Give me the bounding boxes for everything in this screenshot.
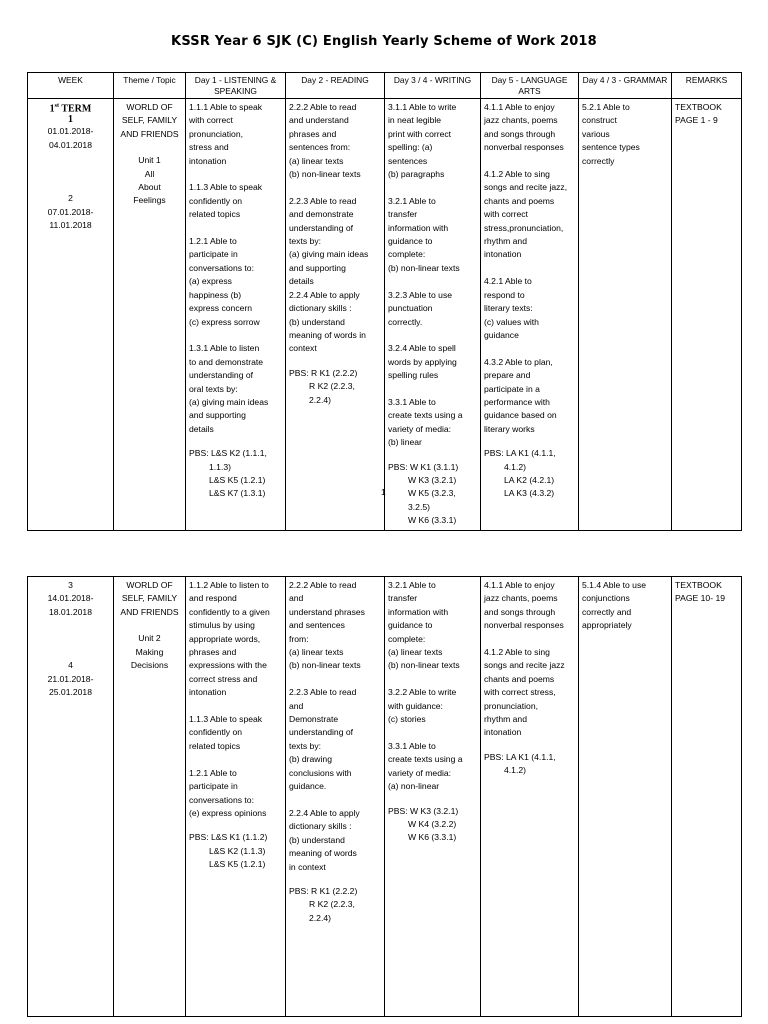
text-line: literary texts:: [484, 303, 533, 314]
text-line: and songs through: [484, 128, 556, 139]
text-line: 4.2.1 Able to: [484, 276, 532, 287]
pbs-line: L&S K5 (1.2.1): [209, 859, 266, 870]
pbs-line: R K2 (2.2.3,: [309, 899, 355, 910]
term-label: 1st TERM: [49, 103, 92, 115]
remarks-cell: [672, 577, 742, 1017]
text-line: 3.2.1 Able to: [388, 195, 436, 206]
pbs-line: PBS: LA K1 (4.1.1,: [484, 751, 556, 762]
text-line: (b) linear: [388, 437, 422, 448]
text-line: from:: [289, 633, 309, 644]
text-line: (a) linear texts: [289, 647, 344, 658]
text-line: with guidance:: [388, 700, 443, 711]
pbs-line: LA K2 (4.2.1): [504, 474, 555, 485]
week-dates: 01.01.2018- 04.01.2018: [47, 126, 94, 150]
text-line: participate in a: [484, 383, 540, 394]
text-line: and demonstrate: [289, 209, 354, 220]
week-number: 1: [68, 114, 73, 126]
text-line: complete:: [388, 633, 426, 644]
grammar-objectives: [582, 101, 668, 168]
text-line: (a) giving main ideas: [289, 249, 369, 260]
header-grammar: Day 4 / 3 - GRAMMAR: [579, 73, 672, 99]
text-line: with correct stress,: [484, 687, 556, 698]
text-line: nonverbal responses: [484, 620, 564, 631]
text-line: sentences: [388, 155, 428, 166]
pbs-line: R K2 (2.2.3,: [309, 381, 355, 392]
text-line: pronunciation,: [484, 700, 538, 711]
remarks-text: [675, 579, 738, 606]
text-line: PAGE 10- 19: [675, 593, 725, 604]
text-line: (b) non-linear texts: [289, 169, 361, 180]
text-line: [189, 222, 282, 235]
week-dates: 14.01.2018- 18.01.2018: [47, 593, 94, 617]
text-line: dictionary skills :: [289, 303, 352, 314]
text-line: intonation: [189, 687, 227, 698]
pbs-line: PBS: L&S K2 (1.1.1,: [189, 448, 267, 459]
text-line: jazz chants, poems: [484, 115, 558, 126]
text-line: 1.2.1 Able to: [189, 236, 237, 247]
pbs-line: L&S K2 (1.1.3): [209, 845, 266, 856]
text-line: (c) stories: [388, 714, 426, 725]
header-listening: Day 1 - LISTENING & SPEAKING: [186, 73, 286, 99]
text-line: (a) giving main ideas: [189, 396, 269, 407]
text-line: (c) values with: [484, 316, 539, 327]
text-line: correctly and: [582, 606, 632, 617]
text-line: spelling rules: [388, 370, 439, 381]
text-line: WORLD OF: [126, 102, 173, 112]
text-line: (a) linear texts: [289, 155, 344, 166]
text-line: create texts using a: [388, 410, 463, 421]
pbs-line: PBS: LA K1 (4.1.1,: [484, 448, 556, 459]
text-line: [189, 168, 282, 181]
table-row: [28, 577, 742, 1017]
pbs-line: PBS: R K1 (2.2.2): [289, 367, 358, 378]
text-line: [388, 673, 477, 686]
text-line: Feelings: [133, 195, 166, 206]
text-line: [289, 673, 381, 686]
writing-pbs: [388, 805, 477, 845]
text-line: conclusions with: [289, 767, 352, 778]
text-line: texts by:: [289, 740, 321, 751]
text-line: sentence types: [582, 142, 640, 153]
text-line: 4.3.2 Able to plan,: [484, 356, 553, 367]
text-line: appropriately: [582, 620, 632, 631]
text-line: correctly: [582, 155, 615, 166]
text-line: (e) express opinions: [189, 807, 267, 818]
text-line: understanding of: [289, 222, 354, 233]
text-line: 2.2.3 Able to read: [289, 687, 357, 698]
writing-pbs: [388, 461, 477, 528]
grammar-cell: [579, 577, 672, 1017]
text-line: phrases and: [289, 128, 337, 139]
week-cell: [28, 577, 114, 1017]
text-line: 4.1.2 Able to sing: [484, 169, 550, 180]
writing-objectives: [388, 101, 477, 450]
text-line: in neat legible: [388, 115, 442, 126]
text-line: 2.2.3 Able to read: [289, 195, 357, 206]
text-line: conversations to:: [189, 262, 254, 273]
text-line: rhythm and: [484, 236, 527, 247]
text-line: 4.1.2 Able to sing: [484, 647, 550, 658]
text-line: chants and poems: [484, 673, 555, 684]
text-line: texts by:: [289, 236, 321, 247]
text-line: Unit 1: [138, 155, 161, 166]
week-number: 4: [68, 660, 73, 671]
text-line: 3.2.4 Able to spell: [388, 343, 456, 354]
listening-pbs: [189, 831, 282, 871]
text-line: transfer: [388, 209, 418, 220]
pbs-line: PBS: W K3 (3.2.1): [388, 805, 459, 816]
text-line: 1.1.1 Able to speak: [189, 102, 263, 112]
reading-pbs: [289, 885, 381, 925]
text-line: [484, 633, 575, 646]
text-line: sentences from:: [289, 142, 351, 153]
pbs-line: LA K3 (4.3.2): [504, 488, 555, 499]
text-line: nonverbal responses: [484, 142, 564, 153]
text-line: participate in: [189, 249, 238, 260]
pbs-line: 2.2.4): [309, 912, 331, 923]
text-line: (b) drawing: [289, 754, 332, 765]
page-number: 1: [381, 487, 386, 497]
text-line: confidently on: [189, 727, 243, 738]
text-line: [388, 275, 477, 288]
reading-pbs: [289, 367, 381, 407]
text-line: [484, 342, 575, 355]
week-cell: [28, 99, 114, 531]
week-number: 3: [68, 580, 73, 590]
text-line: [484, 155, 575, 168]
text-line: confidently on: [189, 195, 243, 206]
text-line: respond to: [484, 289, 525, 300]
text-line: (b) understand: [289, 834, 345, 845]
week-dates: 07.01.2018- 11.01.2018: [47, 206, 94, 230]
text-line: AND FRIENDS: [120, 606, 179, 617]
text-line: 1.3.1 Able to listen: [189, 343, 260, 354]
text-line: intonation: [484, 727, 522, 738]
text-line: related topics: [189, 740, 241, 751]
text-line: 3.2.2 Able to write: [388, 687, 457, 698]
table-row: [28, 99, 742, 531]
text-line: [484, 262, 575, 275]
text-line: PAGE 1 - 9: [675, 115, 718, 126]
pbs-line: 1.1.3): [209, 461, 231, 472]
text-line: [189, 329, 282, 342]
grammar-objectives: [582, 579, 668, 633]
pbs-line: 2.2.4): [309, 394, 331, 405]
text-line: 1.2.1 Able to: [189, 767, 237, 778]
language-arts-pbs: [484, 751, 575, 778]
reading-objectives: [289, 579, 381, 874]
text-line: About: [138, 182, 161, 193]
language-arts-objectives: [484, 579, 575, 740]
text-line: [189, 753, 282, 766]
unit-text: [117, 154, 182, 208]
text-line: complete:: [388, 249, 426, 260]
text-line: guidance to: [388, 620, 433, 631]
text-line: dictionary skills :: [289, 821, 352, 832]
text-line: appropriate words,: [189, 633, 261, 644]
text-line: TEXTBOOK: [675, 102, 722, 112]
text-line: related topics: [189, 209, 241, 220]
text-line: 1.1.3 Able to speak: [189, 182, 263, 193]
text-line: guidance: [484, 329, 519, 340]
text-line: [289, 181, 381, 194]
text-line: (b) paragraphs: [388, 169, 445, 180]
text-line: 1.1.2 Able to listen to: [189, 580, 269, 590]
text-line: pronunciation,: [189, 128, 243, 139]
header-theme: Theme / Topic: [114, 73, 186, 99]
text-line: SELF, FAMILY: [121, 115, 178, 126]
text-line: WORLD OF: [126, 580, 173, 590]
text-line: conversations to:: [189, 794, 254, 805]
pbs-line: L&S K5 (1.2.1): [209, 474, 266, 485]
text-line: stress,pronunciation,: [484, 222, 564, 233]
text-line: chants and poems: [484, 195, 555, 206]
text-line: jazz chants, poems: [484, 593, 558, 604]
writing-cell: [385, 577, 481, 1017]
scheme-table-weeks3-4: [27, 576, 742, 1017]
text-line: construct: [582, 115, 617, 126]
text-line: and sentences: [289, 620, 345, 631]
listening-objectives: [189, 101, 282, 436]
pbs-line: W K3 (3.2.1): [408, 474, 457, 485]
pbs-line: 3.2.5): [408, 501, 430, 512]
text-line: 3.1.1 Able to write: [388, 102, 457, 112]
pbs-line: 4.1.2): [504, 461, 526, 472]
text-line: 3.2.1 Able to: [388, 580, 436, 590]
reading-objectives: [289, 101, 381, 356]
text-line: to and demonstrate: [189, 356, 264, 367]
text-line: TEXTBOOK: [675, 580, 722, 590]
text-line: punctuation: [388, 303, 433, 314]
text-line: understand phrases: [289, 606, 365, 617]
text-line: rhythm and: [484, 714, 527, 725]
table-header-row: [28, 73, 742, 99]
text-line: (c) express sorrow: [189, 316, 260, 327]
text-line: understanding of: [289, 727, 354, 738]
text-line: stimulus by using: [189, 620, 255, 631]
text-line: (b) non-linear texts: [388, 262, 460, 273]
text-line: Decisions: [130, 660, 169, 671]
text-line: (a) express: [189, 276, 232, 287]
remarks-cell: [672, 99, 742, 531]
text-line: songs and recite jazz,: [484, 182, 568, 193]
text-line: [388, 726, 477, 739]
text-line: transfer: [388, 593, 418, 604]
text-line: oral texts by:: [189, 383, 238, 394]
text-line: (a) non-linear: [388, 781, 440, 792]
text-line: and: [289, 593, 304, 604]
text-line: spelling: (a): [388, 142, 433, 153]
text-line: 2.2.4 Able to apply: [289, 807, 360, 818]
text-line: and respond: [189, 593, 237, 604]
text-line: 3.2.3 Able to use: [388, 289, 453, 300]
text-line: [289, 794, 381, 807]
text-line: happiness (b): [189, 289, 242, 300]
theme-text: [117, 101, 182, 141]
text-line: and: [289, 700, 304, 711]
text-line: with correct: [189, 115, 233, 126]
text-line: and supporting: [289, 262, 346, 273]
text-line: variety of media:: [388, 767, 452, 778]
text-line: [388, 329, 477, 342]
pbs-line: PBS: L&S K1 (1.1.2): [189, 832, 268, 843]
text-line: Making: [135, 646, 164, 657]
header-writing: Day 3 / 4 - WRITING: [385, 73, 481, 99]
language-arts-cell: [481, 99, 579, 531]
text-line: performance with: [484, 396, 550, 407]
listening-speaking-cell: [186, 99, 286, 531]
header-week: WEEK: [28, 73, 114, 99]
pbs-line: W K5 (3.2.3,: [408, 488, 456, 499]
text-line: (a) linear texts: [388, 647, 443, 658]
text-line: intonation: [484, 249, 522, 260]
text-line: [189, 700, 282, 713]
text-line: expressions with the: [189, 660, 267, 671]
text-line: details: [189, 423, 214, 434]
text-line: conjunctions: [582, 593, 630, 604]
theme-text: [117, 579, 182, 619]
listening-pbs: [189, 447, 282, 501]
grammar-cell: [579, 99, 672, 531]
pbs-line: W K4 (3.2.2): [408, 818, 457, 829]
text-line: in context: [289, 861, 326, 872]
pbs-line: PBS: W K1 (3.1.1): [388, 461, 459, 472]
language-arts-objectives: [484, 101, 575, 436]
text-line: words by applying: [388, 356, 457, 367]
pbs-line: PBS: R K1 (2.2.2): [289, 885, 358, 896]
writing-cell: [385, 99, 481, 531]
theme-cell: [114, 99, 186, 531]
text-line: 4.1.1 Able to enjoy: [484, 580, 555, 590]
header-reading: Day 2 - READING: [286, 73, 385, 99]
text-line: (b) non-linear texts: [289, 660, 361, 671]
listening-speaking-cell: [186, 577, 286, 1017]
text-line: correctly.: [388, 316, 423, 327]
text-line: literary works: [484, 423, 535, 434]
text-line: guidance to: [388, 236, 433, 247]
text-line: information with: [388, 222, 449, 233]
text-line: details: [289, 276, 314, 287]
text-line: participate in: [189, 781, 238, 792]
reading-cell: [286, 99, 385, 531]
writing-objectives: [388, 579, 477, 794]
text-line: (b) understand: [289, 316, 345, 327]
text-line: meaning of words: [289, 848, 357, 859]
text-line: correct stress and: [189, 673, 258, 684]
text-line: with correct: [484, 209, 528, 220]
week-number: 2: [68, 193, 73, 204]
text-line: confidently to a given: [189, 606, 270, 617]
text-line: 3.3.1 Able to: [388, 396, 436, 407]
document-title: KSSR Year 6 SJK (C) English Yearly Scheme of Work 2018: [171, 34, 597, 49]
unit-text: [117, 632, 182, 672]
text-line: phrases and: [189, 647, 237, 658]
text-line: Unit 2: [138, 633, 161, 644]
week-dates: 21.01.2018- 25.01.2018: [47, 673, 94, 698]
text-line: print with correct: [388, 128, 452, 139]
text-line: and supporting: [189, 410, 246, 421]
text-line: (b) non-linear texts: [388, 660, 460, 671]
text-line: 2.2.2 Able to read: [289, 580, 357, 590]
text-line: intonation: [189, 155, 227, 166]
language-arts-pbs: [484, 447, 575, 501]
text-line: guidance.: [289, 781, 327, 792]
text-line: 2.2.4 Able to apply: [289, 289, 360, 300]
scheme-table-term1-weeks1-2: [27, 72, 742, 531]
text-line: AND FRIENDS: [120, 128, 179, 139]
text-line: [388, 383, 477, 396]
text-line: 3.3.1 Able to: [388, 740, 436, 751]
text-line: context: [289, 343, 317, 354]
text-line: 1.1.3 Able to speak: [189, 714, 263, 725]
text-line: 2.2.2 Able to read: [289, 102, 357, 112]
language-arts-cell: [481, 577, 579, 1017]
text-line: [388, 181, 477, 194]
text-line: and understand: [289, 115, 349, 126]
text-line: SELF, FAMILY: [121, 593, 178, 604]
text-line: prepare and: [484, 370, 531, 381]
text-line: and songs through: [484, 606, 556, 617]
text-line: express concern: [189, 303, 253, 314]
text-line: songs and recite jazz: [484, 660, 565, 671]
text-line: guidance based on: [484, 410, 557, 421]
header-remarks: REMARKS: [672, 73, 742, 99]
listening-objectives: [189, 579, 282, 820]
text-line: Demonstrate: [289, 714, 339, 725]
remarks-text: [675, 101, 738, 128]
text-line: All: [144, 168, 155, 179]
text-line: 5.2.1 Able to: [582, 102, 630, 112]
pbs-line: W K6 (3.3.1): [408, 515, 457, 526]
text-line: 5.1.4 Able to use: [582, 580, 647, 590]
pbs-line: W K6 (3.3.1): [408, 832, 457, 843]
pbs-line: 4.1.2): [504, 765, 526, 776]
text-line: create texts using a: [388, 754, 463, 765]
text-line: information with: [388, 606, 449, 617]
text-line: 4.1.1 Able to enjoy: [484, 102, 555, 112]
text-line: various: [582, 128, 610, 139]
text-line: stress and: [189, 142, 229, 153]
reading-cell: [286, 577, 385, 1017]
pbs-line: L&S K7 (1.3.1): [209, 488, 266, 499]
header-language-arts: Day 5 - LANGUAGE ARTS: [481, 73, 579, 99]
text-line: variety of media:: [388, 423, 452, 434]
text-line: meaning of words in: [289, 329, 366, 340]
text-line: understanding of: [189, 370, 254, 381]
theme-cell: [114, 577, 186, 1017]
